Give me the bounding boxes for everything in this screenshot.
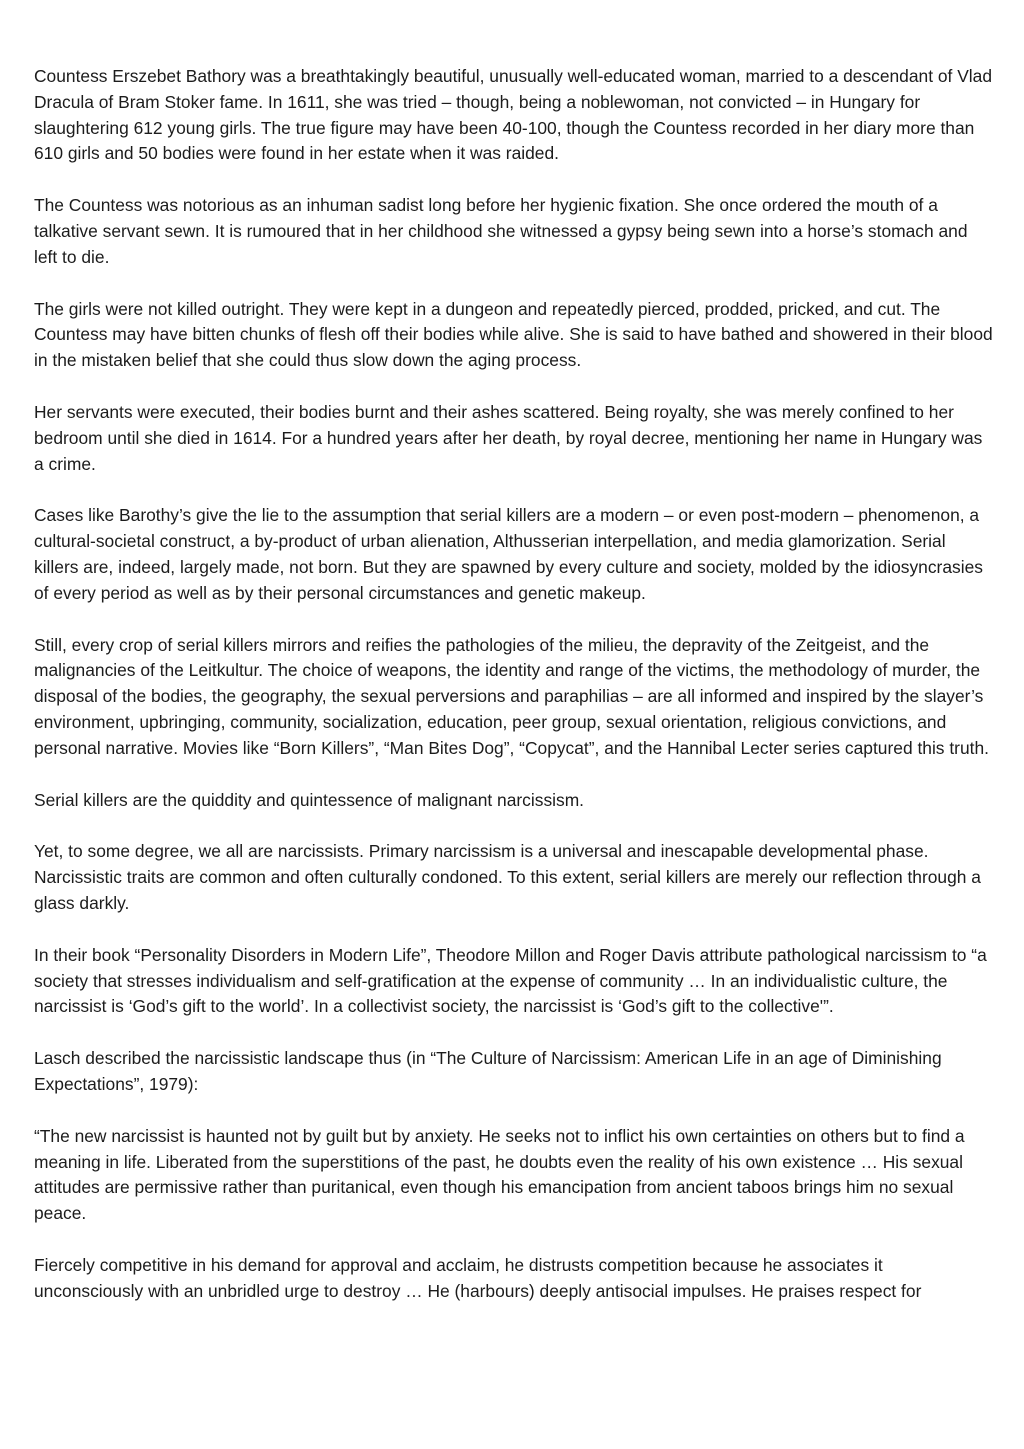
paragraph-11: “The new narcissist is haunted not by guilt but by anxiety. He seeks not to inflict his own certainties on others but to find a meaning in life. Liberated from the superstitions of the past, he doubts even the reality of his own existence … His sexual attitudes are permissive rather than puritanical, even though his emancipation from ancient taboos brings him no sexual peace. xyxy=(34,1125,965,1224)
paragraph-8: Yet, to some degree, we all are narcissists. Primary narcissism is a universal and inescapable developmental phase. Narcissistic traits are common and often culturally condoned. To this extent, serial killers are merely our reflection through a glass darkly. xyxy=(34,841,981,913)
document-body xyxy=(34,64,994,1330)
paragraph-2: The Countess was notorious as an inhuman sadist long before her hygienic fixation. She once ordered the mouth of a talkative servant sewn. It is rumoured that in her childhood she witnessed a gypsy being sewn into a horse’s stomach and left to die. xyxy=(34,195,968,267)
paragraph-10: Lasch described the narcissistic landscape thus (in “The Culture of Narcissism: American Life in an age of Diminishing Expectations”, 1979): xyxy=(34,1048,942,1094)
paragraph-5: Cases like Barothy’s give the lie to the assumption that serial killers are a modern – or even post-modern – phenomenon, a cultural-societal construct, a by-product of urban alienation, Althusserian interpellation, and media glamorization. Serial killers are, indeed, largely made, not born. But they are spawned by every culture and society, molded by the idiosyncrasies of every period as well as by their personal circumstances and genetic makeup. xyxy=(34,505,983,603)
paragraph-4: Her servants were executed, their bodies burnt and their ashes scattered. Being royalty, she was merely confined to her bedroom until she died in 1614. For a hundred years after her death, by royal decree, mentioning her name in Hungary was a crime. xyxy=(34,401,983,474)
paragraph-12: Fiercely competitive in his demand for approval and acclaim, he distrusts competition because he associates it unconsciously with an unbridled urge to destroy … He (harbours) deeply antisocial impulses. He praises respect for xyxy=(34,1254,922,1301)
paragraph-9: In their book “Personality Disorders in Modern Life”, Theodore Millon and Roger Davis attribute pathological narcissism to “a society that stresses individualism and self-gratification at the expense of community … In an individualistic culture, the narcissist is ‘God’s gift to the world’. In a collectivist society, the narcissist is ‘God’s gift to the collective'”. xyxy=(34,944,987,1017)
paragraph-7: Serial killers are the quiddity and quintessence of malignant narcissism. xyxy=(34,789,585,810)
paragraph-1: Countess Erszebet Bathory was a breathtakingly beautiful, unusually well-educated woman, married to a descendant of Vlad Dracula of Bram Stoker fame. In 1611, she was tried – though, being a noblewoman, not convicted – in Hungary for slaughtering 612 young girls. The true figure may have been 40-100, though the Countess recorded in her diary more than 610 girls and 50 bodies were found in her estate when it was raided. xyxy=(34,66,992,164)
paragraph-6: Still, every crop of serial killers mirrors and reifies the pathologies of the milieu, the depravity of the Zeitgeist, and the malignancies of the Leitkultur. The choice of weapons, the identity and range of the victims, the methodology of murder, the disposal of the bodies, the geography, the sexual perversions and paraphilias – are all informed and inspired by the slayer’s environment, upbringing, community, socialization, education, peer group, sexual orientation, religious convictions, and personal narrative. Movies like “Born Killers”, “Man Bites Dog”, “Copycat”, and the Hannibal Lecter series captured this truth. xyxy=(34,634,989,758)
paragraph-3: The girls were not killed outright. They were kept in a dungeon and repeatedly pierced, prodded, pricked, and cut. The Countess may have bitten chunks of flesh off their bodies while alive. She is said to have bathed and showered in their blood in the mistaken belief that she could thus slow down the aging process. xyxy=(34,298,993,371)
